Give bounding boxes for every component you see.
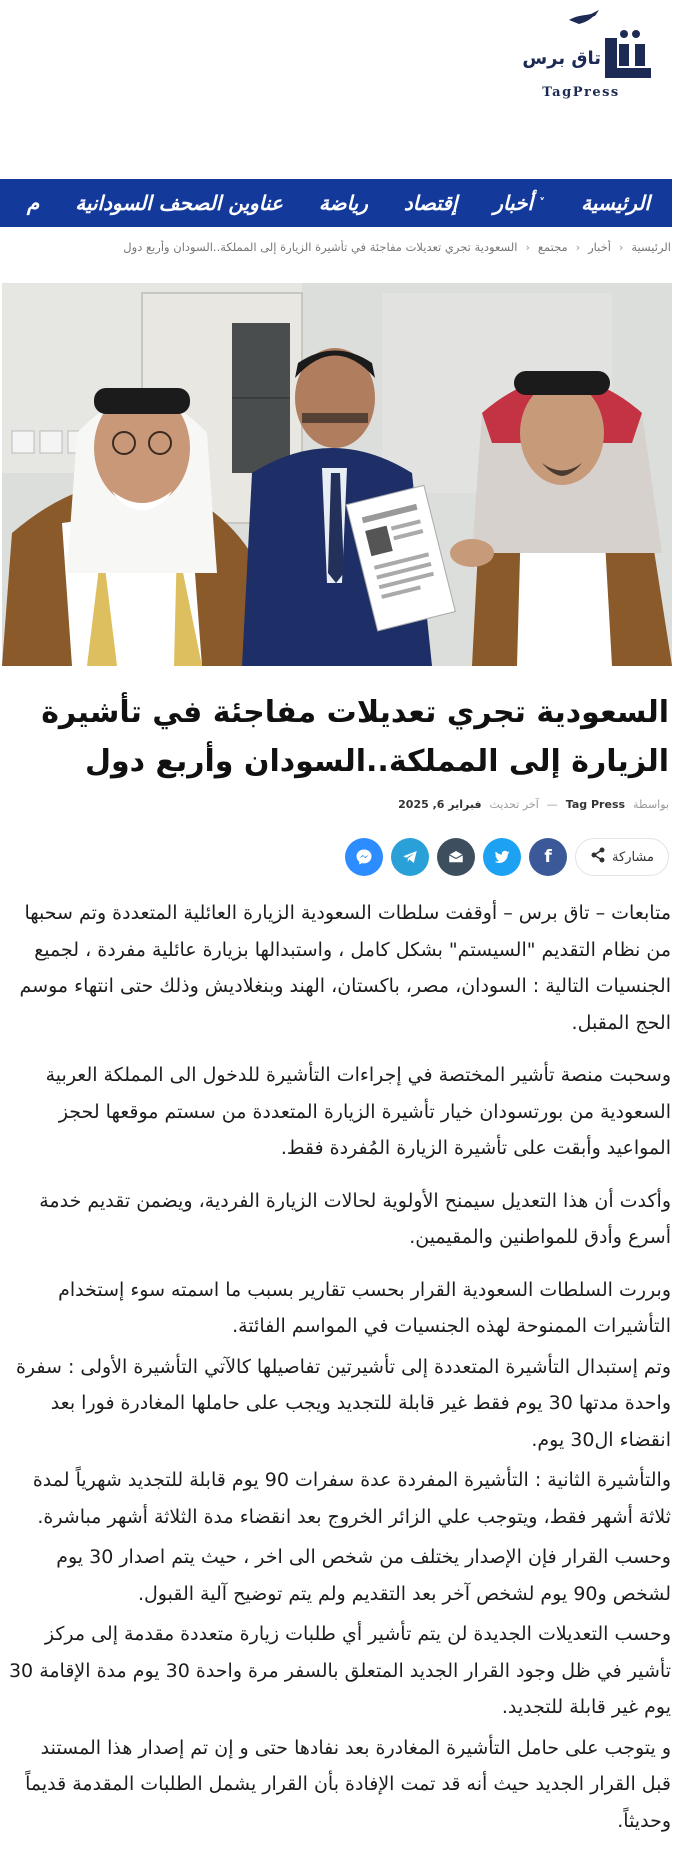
article-paragraph: وسحبت منصة تأشير المختصة في إجراءات التأشيرة للدخول الى المملكة العربية السعودية من بورتسودان خيار تأشيرة الزيارة المتعددة من سستم موقعها لحجز المواعيد وأبقت على تأشيرة الزيارة المُفردة فقط.	[45, 1064, 671, 1159]
article-paragraph: والتأشيرة الثانية : التأشيرة المفردة عدة سفرات 90 يوم قابلة للتجديد شهرياً لمدة ثلاثة أشهر فقط، ويتوجب علي الزائر الخروج بعد انقضاء مدة الثلاثة أشهر مباشرة.	[32, 1469, 671, 1528]
messenger-icon[interactable]	[345, 838, 383, 876]
nav-more[interactable]	[9, 191, 57, 215]
breadcrumb-separator: ‹	[525, 240, 530, 254]
facebook-icon[interactable]: f	[529, 838, 567, 876]
nav-economy-label: إقتصاد	[403, 191, 458, 215]
article-hero-image	[2, 283, 672, 666]
article-body	[8, 895, 671, 1843]
nav-sports-label: رياضة	[318, 191, 368, 215]
breadcrumb-separator: ‹	[575, 240, 581, 254]
twitter-icon[interactable]	[483, 838, 521, 876]
nav-news[interactable]	[475, 191, 563, 215]
logo-arabic-small: تاق برس	[522, 48, 601, 69]
email-icon[interactable]	[437, 838, 475, 876]
breadcrumb-home[interactable]: الرئيسية	[631, 240, 671, 254]
breadcrumb-current: السعودية تجري تعديلات مفاجئة في تأشيرة الزيارة إلى المملكة..السودان وأربع دول	[123, 240, 518, 254]
article-paragraph: متابعات – تاق برس – أوقفت سلطات السعودية الزيارة العائلية المتعددة وتم سحبها من نظام التقديم "السيستم" بشكل كامل ، واستبدالها بزيارة عائلية مفردة ، لجميع الجنسيات التالية : السودان، مصر، باكستان، الهند وبنغلاديش وذلك حتى انتهاء موسم الحج المقبل.	[19, 902, 671, 1034]
share-button[interactable]	[575, 838, 669, 876]
share-icon	[590, 847, 606, 867]
article-title: السعودية تجري تعديلات مفاجئة في تأشيرة الزيارة إلى المملكة..السودان وأربع دول	[41, 695, 669, 779]
nav-press-headlines-label: عناوين الصحف السودانية	[75, 191, 283, 215]
nav-news-label: أخبار	[493, 191, 534, 215]
nav-economy[interactable]	[386, 191, 476, 215]
breadcrumb	[8, 240, 671, 254]
meta-by-label: بواسطة	[633, 798, 669, 811]
meta-date: فبراير 6, 2025	[398, 798, 482, 811]
article-paragraph: وحسب التعديلات الجديدة لن يتم تأشير أي طلبات زيارة متعددة مقدمة إلى مركز تأشير في ظل وجود القرار الجديد المتعلق بالسفر مرة واحدة 30 يوم مدة الإقامة 30 يوم غير قابلة للتجديد.	[8, 1623, 671, 1718]
meta-dash: —	[546, 798, 558, 811]
site-logo[interactable]	[501, 8, 661, 100]
logo-mark-icon	[501, 8, 661, 86]
breadcrumb-news[interactable]: أخبار	[588, 240, 611, 254]
article-paragraph: وبررت السلطات السعودية القرار بحسب تقارير بسبب ما اسمته سوء إستخدام التأشيرات الممنوحة لهذه الجنسيات في المواسم الفائتة.	[58, 1278, 671, 1337]
chevron-down-icon: ˅	[539, 196, 546, 210]
share-bar	[345, 838, 669, 876]
article-paragraph: و يتوجب على حامل التأشيرة المغادرة بعد نفادها حتى و إن تم إصدار هذا المستند قبل القرار الجديد حيث أنه قد تمت الإفادة بأن القرار يشمل الطلبات المقدمة قديماً وحديثاً.	[25, 1736, 671, 1832]
article-paragraph: وحسب القرار فإن الإصدار يختلف من شخص الى اخر ، حيث يتم اصدار 30 يوم لشخص و90 يوم لشخص آخر بعد التقديم ولم يتم توضيح آلية القبول.	[56, 1546, 671, 1605]
breadcrumb-separator: ‹	[618, 240, 624, 254]
nav-home[interactable]	[563, 191, 672, 215]
nav-sports[interactable]	[301, 191, 386, 215]
share-label: مشاركة	[612, 849, 654, 865]
article-paragraph: وتم إستبدال التأشيرة المتعددة إلى تأشيرتين تفاصيلها كالآتي التأشيرة الأولى : سفرة واحدة مدتها 30 يوم فقط غير قابلة للتجديد ويجب على حاملها المغادرة فورا بعد انقضاء ال30 يوم.	[15, 1355, 671, 1451]
telegram-icon[interactable]	[391, 838, 429, 876]
nav-more-label: م	[26, 191, 40, 215]
nav-home-label: الرئيسية	[581, 191, 650, 215]
article-paragraph: وأكدت أن هذا التعديل سيمنح الأولوية لحالات الزيارة الفردية، ويضمن تقديم خدمة أسرع وأدق للمواطنين والمقيمين.	[39, 1189, 671, 1248]
logo-latin-text: TagPress	[542, 85, 620, 100]
meta-author[interactable]: Tag Press	[565, 798, 626, 811]
main-nav	[0, 179, 672, 227]
nav-press-headlines[interactable]	[57, 191, 301, 215]
article-meta	[398, 798, 669, 811]
meta-updated-label: آخر تحديث	[489, 798, 539, 811]
breadcrumb-society[interactable]: مجتمع	[537, 240, 568, 254]
